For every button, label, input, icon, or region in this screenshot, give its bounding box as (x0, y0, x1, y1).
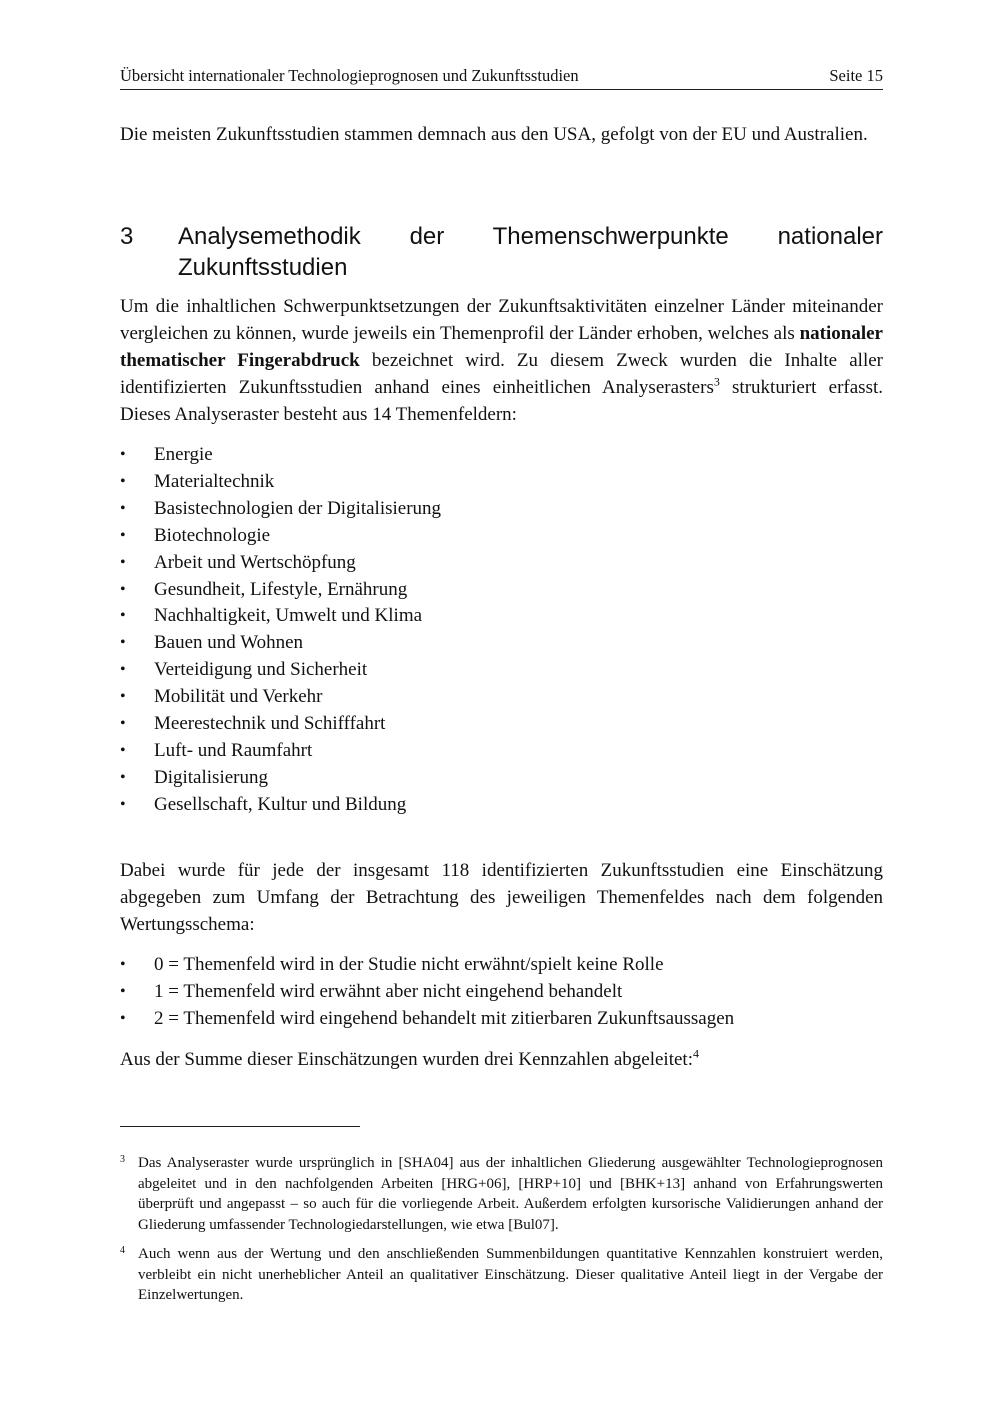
list-item-text: Verteidigung und Sicherheit (154, 659, 368, 681)
document-page (120, 0, 883, 1414)
list-item-text: Energie (154, 444, 213, 465)
list-item (120, 684, 883, 711)
list-item (120, 630, 883, 657)
summary-paragraph (120, 1046, 883, 1073)
bullet-icon: • (120, 446, 126, 463)
bullet-icon: • (120, 982, 126, 1000)
footnote-divider (120, 1126, 360, 1127)
list-item (120, 550, 883, 577)
section-heading (120, 221, 883, 283)
list-item (120, 496, 883, 523)
list-item (120, 442, 883, 469)
list-item (120, 577, 883, 604)
list-item-text: Nachhaltigkeit, Umwelt und Klima (154, 605, 423, 627)
page-number: Seite 15 (829, 66, 883, 85)
rating-paragraph: Dabei wurde für jede der insgesamt 118 identifizierten Zukunftsstudien eine Einschätzung abgegeben zum Umfang der Betrachtung des jeweiligen Themenfeldes nach dem folgenden Wertungsschema: (120, 860, 883, 935)
list-item (120, 603, 883, 630)
bullet-icon: • (120, 580, 126, 598)
list-item (120, 469, 883, 496)
bullet-icon: • (120, 607, 126, 625)
bullet-icon: • (120, 795, 126, 813)
list-item (120, 523, 883, 550)
list-item-text: Materialtechnik (154, 470, 275, 492)
footnote-number: 3 (120, 1154, 125, 1165)
bullet-icon: • (120, 634, 126, 652)
footnote-3 (120, 1153, 883, 1235)
footnote-ref-4[interactable]: 4 (692, 1046, 699, 1061)
list-item (120, 792, 883, 819)
list-item-text: Basistechnologien der Digitalisierung (154, 497, 442, 519)
list-item-text: Gesundheit, Lifestyle, Ernährung (154, 578, 408, 600)
bullet-icon: • (120, 768, 126, 786)
running-header (120, 66, 883, 90)
bullet-icon: • (120, 472, 126, 490)
bullet-icon: • (120, 661, 126, 679)
method-text-1: Um die inhaltlichen Schwerpunktsetzungen der Zukunftsaktivitäten einzelner Länder miteinander vergleichen zu können, wurde jeweils ein Themenprofil der Länder erhoben, welches als (120, 296, 883, 344)
list-item-text: Mobilität und Verkehr (154, 686, 323, 708)
footnote-ref-3[interactable]: 3 (713, 374, 720, 389)
list-item (120, 952, 883, 979)
topic-list (120, 442, 883, 819)
list-item (120, 657, 883, 684)
intro-paragraph: Die meisten Zukunftsstudien stammen demnach aus den USA, gefolgt von der EU und Australien. (120, 124, 868, 145)
method-bold-term: nationaler thematischer Fingerabdruck (120, 323, 883, 371)
list-item-text: Arbeit und Wertschöpfung (154, 551, 356, 573)
header-title: Übersicht internationaler Technologieprognosen und Zukunftsstudien (120, 66, 579, 85)
footnote-text: Auch wenn aus der Wertung und den anschließenden Summenbildungen quantitative Kennzahlen konstruiert werden, verbleibt ein nicht unerheblicher Anteil an qualitativer Einschätzung. Dieser qualitative Anteil liegt in der Vergabe der Einzelwertungen. (138, 1246, 883, 1303)
footnote-number: 4 (120, 1245, 125, 1256)
section-title: Analysemethodik der Themenschwerpunkte nationaler Zukunftsstudien (178, 223, 883, 281)
bullet-icon: • (120, 526, 126, 544)
method-text-2: bezeichnet wird. Zu diesem Zweck wurden die Inhalte aller identifizierten Zukunftsstudien anhand eines einheitlichen Analyserasters (120, 350, 883, 398)
method-text-3: strukturiert erfasst. Dieses Analyseraster besteht aus 14 Themenfeldern: (120, 377, 883, 425)
bullet-icon: • (120, 741, 126, 759)
list-item (120, 711, 883, 738)
bullet-icon: • (120, 956, 126, 973)
list-item-text: 0 = Themenfeld wird in der Studie nicht erwähnt/spielt keine Rolle (154, 954, 664, 975)
list-item (120, 979, 883, 1006)
bullet-icon: • (120, 1009, 126, 1027)
bullet-icon: • (120, 499, 126, 517)
list-item (120, 765, 883, 792)
list-item-text: 1 = Themenfeld wird erwähnt aber nicht eingehend behandelt (154, 980, 623, 1002)
bullet-icon: • (120, 688, 126, 706)
list-item-text: Gesellschaft, Kultur und Bildung (154, 793, 407, 815)
list-item-text: Luft- und Raumfahrt (154, 739, 313, 761)
footnote-text: Das Analyseraster wurde ursprünglich in [SHA04] aus der inhaltlichen Gliederung ausgewählter Technologieprognosen abgeleitet und in den nachfolgenden Arbeiten [HRG+06], [HRP+10] und [BHK+13] anhand von Erfahrungswerten überprüft und angepasst – so auch für die vorliegende Arbeit. Außerdem erfolgten kursorische Validierungen anhand der Gliederung umfassender Technologiedarstellungen, wie etwa [Bul07]. (138, 1155, 883, 1233)
list-item-text: Meerestechnik und Schifffahrt (154, 713, 386, 735)
bullet-icon: • (120, 553, 126, 571)
list-item-text: Biotechnologie (154, 524, 271, 546)
list-item-text: Bauen und Wohnen (154, 632, 304, 654)
footnote-4 (120, 1244, 883, 1306)
list-item (120, 1006, 883, 1033)
section-number: 3 (120, 223, 134, 250)
summary-text: Aus der Summe dieser Einschätzungen wurden drei Kennzahlen abgeleitet: (120, 1049, 693, 1070)
list-item-text: Digitalisierung (154, 766, 268, 788)
list-item (120, 738, 883, 765)
method-paragraph (120, 293, 883, 428)
bullet-icon: • (120, 715, 126, 733)
rating-scheme-list (120, 952, 883, 1033)
list-item-text: 2 = Themenfeld wird eingehend behandelt mit zitierbaren Zukunftsaussagen (154, 1007, 735, 1029)
